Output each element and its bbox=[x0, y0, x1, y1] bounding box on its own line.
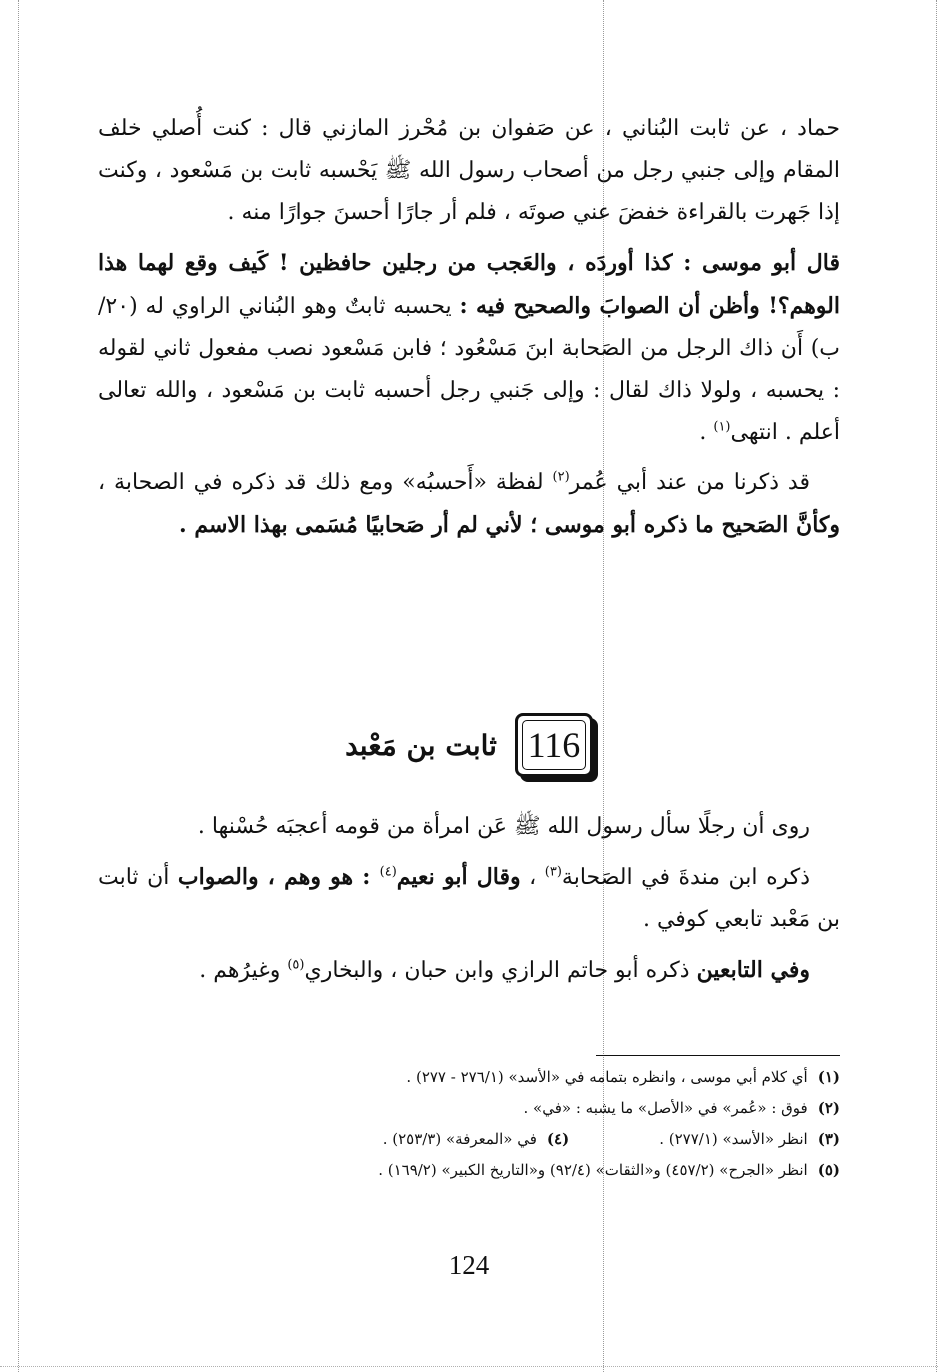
paragraph-narration bbox=[98, 806, 840, 848]
tabiin-bold: وفي التابعين bbox=[696, 957, 810, 983]
footnote-3-text: انظر «الأسد» (٢٧٧/١) . bbox=[659, 1130, 808, 1148]
footnotes bbox=[120, 1062, 840, 1186]
scan-guide-line-right bbox=[936, 0, 937, 1372]
abu-musa-comment-bold: قال أبو موسى : كذا أوردَه ، والعَجب من رجلين حافظين ! كَيف وقع لهما هذا الوهم؟! وأظن أن الصوابَ والصحيح فيه : bbox=[98, 250, 840, 319]
footnote-4-text: في «المعرفة» (٢٥٣/٣) . bbox=[382, 1130, 537, 1148]
footnote-1 bbox=[120, 1062, 840, 1093]
entry-number-box bbox=[515, 713, 593, 777]
paragraph-abu-musa bbox=[98, 242, 840, 454]
sources-bold-a: وقال أبو نعيم bbox=[396, 864, 521, 890]
footnote-ref-2: (٢) bbox=[552, 469, 570, 485]
footnote-divider bbox=[596, 1055, 840, 1056]
footnote-2-text: فوق : «عُمر» في «الأصل» ما يشبه : «في» . bbox=[523, 1099, 808, 1117]
footnote-1-text: أي كلام أبي موسى ، وانظره بتمامه في «الأسد» (٢٧٦/١ - ٢٧٧) . bbox=[406, 1068, 808, 1086]
paragraph-sources bbox=[98, 856, 840, 941]
footnote-spacer bbox=[569, 1124, 659, 1155]
footnote-5-number: (٥) bbox=[817, 1161, 840, 1179]
abu-musa-comment-text: يحسبه ثابتٌ وهو البُناني الراوي له (٢٠/ب) أَن ذاك الرجل من الصَحابة ابنَ مَسْعُود ؛ فابن مَسْعود نصب مفعول ثاني لقوله : يحسبه ، ولولا ذاك لقال : وإلى جَنبي رجل أحسبه ثابت بن مَسْعود ، والله تعالى أعلم . انتهى bbox=[98, 294, 840, 445]
entry-heading bbox=[0, 707, 938, 783]
entry-number: 116 bbox=[527, 725, 581, 765]
footnote-5-text: انظر «الجرح» (٤٥٧/٢) و«الثقات» (٩٢/٤) و«التاريخ الكبير» (١٦٩/٢) . bbox=[378, 1161, 808, 1179]
paragraph-tabiin bbox=[98, 949, 840, 992]
sources-bold-b: : هو وهم ، والصواب bbox=[177, 864, 380, 890]
footnote-2-number: (٢) bbox=[817, 1099, 840, 1117]
paragraph-hadith bbox=[98, 108, 840, 234]
footnote-ref-4: (٤) bbox=[379, 864, 397, 880]
page-number: 124 bbox=[448, 1250, 490, 1280]
footnote-2 bbox=[120, 1093, 840, 1124]
tabiin-text-a: ذكره أبو حاتم الرازي وابن حبان ، والبخاري bbox=[304, 958, 697, 983]
footnote-ref-3: (٣) bbox=[544, 864, 562, 880]
footnote-3-4 bbox=[120, 1124, 840, 1155]
commentary-text-b: لفظة «أَحسبُه» ومع ذلك قد ذكره في الصحابة ، bbox=[98, 470, 553, 495]
sources-text-c: أن ثابت بن مَعْبد تابعي كوفي . bbox=[98, 865, 840, 932]
footnote-ref-1: (١) bbox=[713, 419, 731, 435]
entry-name: ثابت بن مَعْبد bbox=[345, 728, 497, 762]
paragraph-hadith-text: حماد ، عن ثابت البُناني ، عن صَفوان بن مُحْرز المازني قال : كنت أُصلي خلف المقام وإلى جنبي رجل من أصحاب رسول الله ﷺ يَحْسبه ثابت بن مَسْعود ، وكنت إذا جَهرت بالقراءة خفضَ عني صوتَه ، فلم أر جارًا أحسنَ جوارًا منه . bbox=[98, 116, 840, 225]
abu-musa-comment-end: . bbox=[699, 420, 714, 445]
footnote-4-number: (٤) bbox=[546, 1130, 570, 1148]
tabiin-text-b: وغيرُهم . bbox=[199, 958, 288, 983]
footnote-5 bbox=[120, 1155, 840, 1186]
scan-guide-line-bottom bbox=[0, 1366, 938, 1367]
narration-text: روى أن رجلًا سأل رسول الله ﷺ عَن امرأة من قومه أعجبَه حُسْنها . bbox=[197, 814, 810, 839]
footnote-1-number: (١) bbox=[817, 1068, 840, 1086]
footnote-ref-5: (٥) bbox=[287, 957, 305, 973]
paragraph-commentary bbox=[98, 462, 840, 547]
sources-text-b: ، bbox=[520, 865, 545, 890]
scan-guide-line-left bbox=[18, 0, 19, 1372]
sources-text-a: ذكره ابن مندةَ في الصَحابة bbox=[561, 865, 811, 890]
body-text-entry bbox=[98, 806, 840, 992]
body-text-top bbox=[98, 108, 840, 547]
commentary-bold: وكأنَّ الصَحيح ما ذكره أبو موسى ؛ لأني لم أر صَحابيًا مُسَمى بهذا الاسم . bbox=[179, 512, 840, 538]
footnote-3-number: (٣) bbox=[817, 1130, 840, 1148]
commentary-text-a: قد ذكرنا من عند أبي عُمر bbox=[569, 470, 810, 495]
